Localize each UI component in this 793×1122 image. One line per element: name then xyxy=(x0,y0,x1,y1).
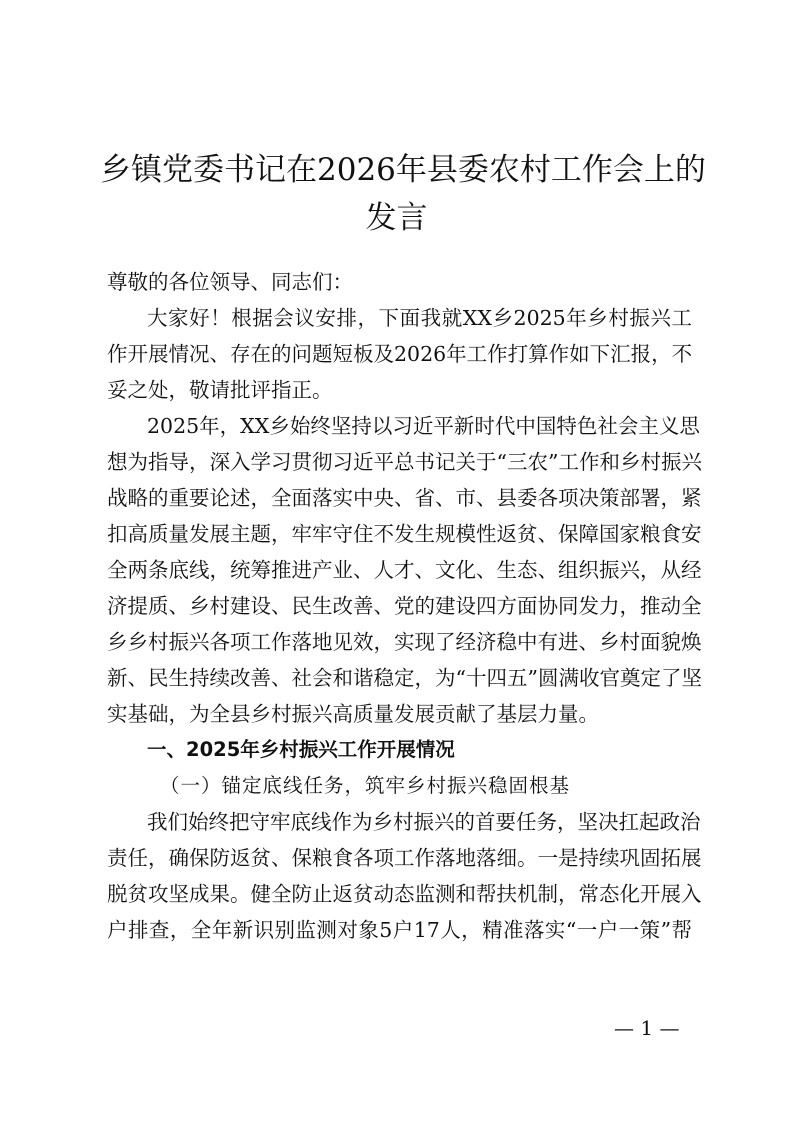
summary-line: 全两条底线，统筹推进产业、人才、文化、生态、组织振兴，从经 xyxy=(107,558,702,582)
summary-line: 新、民生持续改善、社会和谐稳定，为“十四五”圆满收官奠定了坚 xyxy=(107,666,702,690)
intro-line: 妥之处，敬请批评指正。 xyxy=(107,378,333,402)
intro-line: 大家好！根据会议安排，下面我就XX乡2025年乡村振兴工 xyxy=(147,306,692,330)
summary-line: 想为指导，深入学习贯彻习近平总书记关于“三农”工作和乡村振兴 xyxy=(107,450,702,474)
summary-line: 战略的重要论述，全面落实中央、省、市、县委各项决策部署，紧 xyxy=(107,486,702,510)
document-title-line-1: 乡镇党委书记在2026年县委农村工作会上的 xyxy=(100,152,706,188)
body-line: 户排查，全年新识别监测对象5户17人，精准落实“一户一策”帮 xyxy=(107,918,692,942)
body-line: 我们始终把守牢底线作为乡村振兴的首要任务，坚决扛起政治 xyxy=(147,810,701,834)
summary-line: 2025年，XX乡始终坚持以习近平新时代中国特色社会主义思 xyxy=(147,414,700,438)
salutation: 尊敬的各位领导、同志们： xyxy=(107,270,353,294)
subsection-heading: （一）锚定底线任务，筑牢乡村振兴稳固根基 xyxy=(160,774,571,797)
section-heading: 一、2025年乡村振兴工作开展情况 xyxy=(147,738,455,761)
document-title-line-2: 发言 xyxy=(365,200,428,236)
body-line: 脱贫攻坚成果。健全防止返贫动态监测和帮扶机制，常态化开展入 xyxy=(107,882,702,906)
summary-line: 实基础，为全县乡村振兴高质量发展贡献了基层力量。 xyxy=(107,702,599,726)
body-line: 责任，确保防返贫、保粮食各项工作落地落细。一是持续巩固拓展 xyxy=(107,846,702,870)
summary-line: 乡乡村振兴各项工作落地见效，实现了经济稳中有进、乡村面貌焕 xyxy=(107,630,702,654)
summary-line: 扣高质量发展主题，牢牢守住不发生规模性返贫、保障国家粮食安 xyxy=(107,522,702,546)
summary-line: 济提质、乡村建设、民生改善、党的建设四方面协同发力，推动全 xyxy=(107,594,702,618)
page-number: — 1 — xyxy=(614,1016,680,1040)
intro-line: 作开展情况、存在的问题短板及2026年工作打算作如下汇报，不 xyxy=(107,342,693,366)
